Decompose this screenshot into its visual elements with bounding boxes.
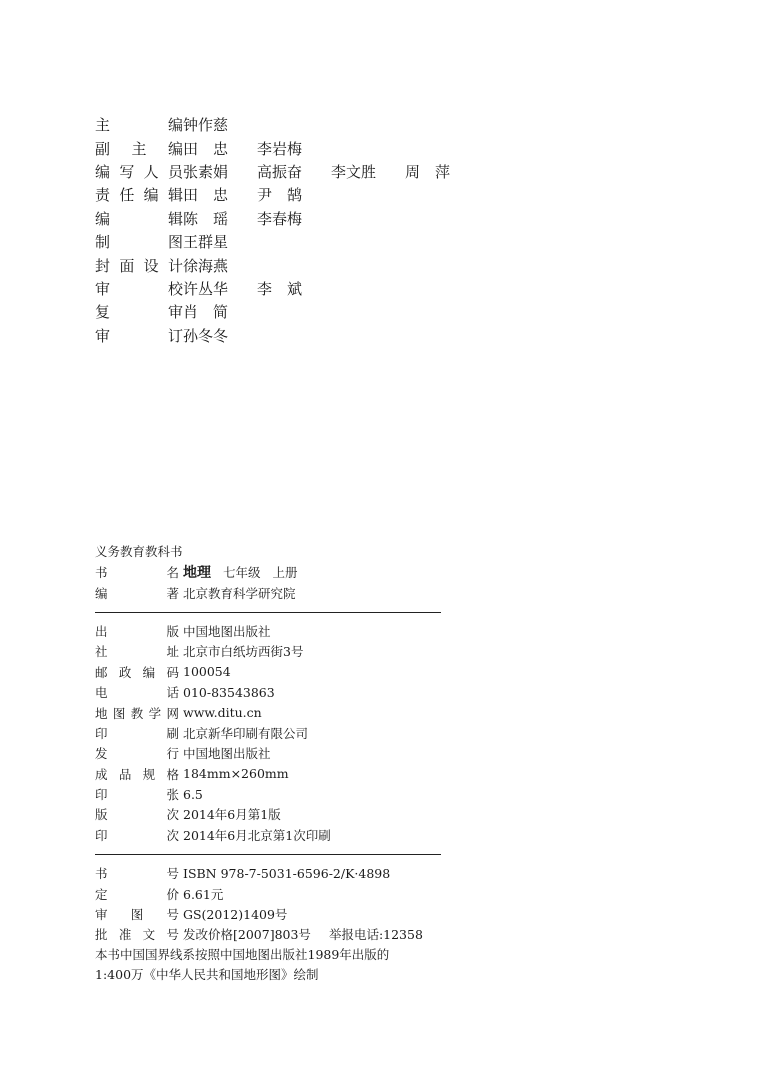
editor-label: 编 著 (95, 585, 179, 601)
credit-person: 徐海燕 (183, 256, 229, 275)
credit-role: 编 写 人 员 (95, 162, 183, 181)
publisher-row-value: 6.5 (183, 786, 203, 802)
publisher-row (95, 784, 441, 804)
publisher-row-label: 邮 政 编 码 (95, 664, 179, 680)
publisher-row (95, 743, 441, 763)
publisher-row-label: 印 次 (95, 827, 179, 843)
credit-role: 复 审 (95, 303, 183, 322)
credit-names (183, 114, 257, 135)
editor-value: 北京教育科学研究院 (183, 585, 296, 601)
publisher-row (95, 682, 441, 702)
publisher-row (95, 621, 441, 641)
publisher-row-value: 北京市白纸坊西街3号 (183, 644, 304, 660)
credit-role: 审 订 (95, 326, 183, 345)
credit-person: 李文胜 (331, 162, 377, 181)
publisher-row-label: 印 刷 (95, 725, 179, 741)
publisher-row-value: 2014年6月第1版 (183, 807, 281, 823)
credit-names (183, 278, 331, 299)
approval-label: 批 准 文 号 (95, 927, 179, 943)
publisher-row-value: 北京新华印刷有限公司 (183, 725, 309, 741)
credit-role: 审 校 (95, 279, 183, 298)
credit-person: 张素娟 (183, 162, 229, 181)
approval-row (95, 924, 441, 944)
border-note-line-1: 本书中国国界线系按照中国地图出版社1989年出版的 (95, 946, 390, 962)
book-title-main: 地理 (183, 565, 211, 582)
credit-names (183, 161, 479, 182)
publisher-row (95, 804, 441, 824)
publisher-row-value: www.ditu.cn (183, 705, 262, 721)
report-phone: 举报电话:12358 (328, 927, 423, 943)
publisher-row (95, 723, 441, 743)
price-label: 定 价 (95, 886, 179, 902)
credit-person: 田 忠 (183, 139, 229, 158)
credit-names (183, 208, 331, 229)
publisher-rows (95, 621, 441, 845)
price-value: 6.61元 (183, 886, 224, 902)
credit-person: 李岩梅 (257, 139, 303, 158)
credit-person: 周 萍 (405, 162, 451, 181)
credit-row (95, 300, 515, 323)
series-name: 义务教育教科书 (95, 544, 183, 559)
credit-role: 副 主 编 (95, 139, 183, 158)
credit-person: 王群星 (183, 233, 229, 252)
isbn-label: 书 号 (95, 866, 179, 882)
isbn-row (95, 863, 441, 883)
publisher-row-label: 电 话 (95, 685, 179, 701)
credit-person: 尹 鹄 (257, 186, 303, 205)
credit-row (95, 183, 515, 206)
book-title-grade: 七年级 (223, 565, 261, 581)
divider-rule (95, 854, 441, 855)
publisher-row-value: 100054 (183, 664, 231, 680)
border-note-line-2: 1:400万《中华人民共和国地形图》绘制 (95, 967, 319, 983)
publisher-row (95, 641, 441, 661)
credit-person: 陈 瑶 (183, 209, 229, 228)
publisher-row-value: 010-83543863 (183, 684, 275, 700)
publisher-row (95, 764, 441, 784)
publisher-row-label: 版 次 (95, 807, 179, 823)
map-review-label: 审 图 号 (95, 907, 179, 923)
credit-role: 编 辑 (95, 209, 183, 228)
publisher-row-label: 地 图 教 学 网 (95, 705, 179, 721)
publisher-row-value: 184mm×260mm (183, 766, 289, 782)
cip-block (95, 542, 441, 985)
book-title-label: 书 名 (95, 565, 179, 581)
publisher-row-value: 中国地图出版社 (183, 746, 271, 762)
approval-value: 发改价格[2007]803号 举报电话:12358 (183, 927, 423, 943)
publisher-row-label: 成 品 规 格 (95, 766, 179, 782)
credit-person: 田 忠 (183, 186, 229, 205)
map-review-row (95, 904, 441, 924)
publisher-row-value: 中国地图出版社 (183, 623, 271, 639)
credit-role: 封 面 设 计 (95, 256, 183, 275)
credit-row (95, 230, 515, 253)
price-row (95, 883, 441, 903)
map-review-value: GS(2012)1409号 (183, 907, 288, 923)
credit-row (95, 277, 515, 300)
credit-person: 肖 简 (183, 303, 229, 322)
credit-role: 主 编 (95, 116, 183, 135)
credit-person: 孙冬冬 (183, 326, 229, 345)
credit-person: 李 斌 (257, 279, 303, 298)
credit-names (183, 325, 257, 346)
book-title-value (183, 562, 298, 582)
credit-names (183, 255, 257, 276)
credit-row (95, 136, 515, 159)
credit-role: 制 图 (95, 233, 183, 252)
credit-person: 李春梅 (257, 209, 303, 228)
publisher-row-label: 发 行 (95, 746, 179, 762)
publisher-row (95, 825, 441, 845)
publisher-row (95, 702, 441, 722)
credits-block (95, 113, 515, 347)
credit-row (95, 207, 515, 230)
credit-row (95, 324, 515, 347)
credit-row (95, 113, 515, 136)
editor-row (95, 582, 441, 602)
publisher-row-label: 出 版 (95, 623, 179, 639)
credit-names (183, 138, 331, 159)
credit-names (183, 184, 331, 205)
publisher-row-value: 2014年6月北京第1次印刷 (183, 827, 331, 843)
credit-row (95, 160, 515, 183)
credit-names (183, 301, 257, 322)
isbn-value: ISBN 978-7-5031-6596-2/K·4898 (183, 865, 391, 881)
book-title-row (95, 562, 441, 582)
credit-person: 许丛华 (183, 279, 229, 298)
credit-role: 责 任 编 辑 (95, 186, 183, 205)
publisher-row (95, 662, 441, 682)
publisher-row-label: 印 张 (95, 787, 179, 803)
credit-person: 高振奋 (257, 162, 303, 181)
credit-row (95, 253, 515, 276)
credit-person: 钟作慈 (183, 116, 229, 135)
credit-names (183, 231, 257, 252)
publisher-row-label: 社 址 (95, 644, 179, 660)
divider-rule (95, 612, 441, 613)
book-title-volume: 上册 (272, 565, 298, 581)
